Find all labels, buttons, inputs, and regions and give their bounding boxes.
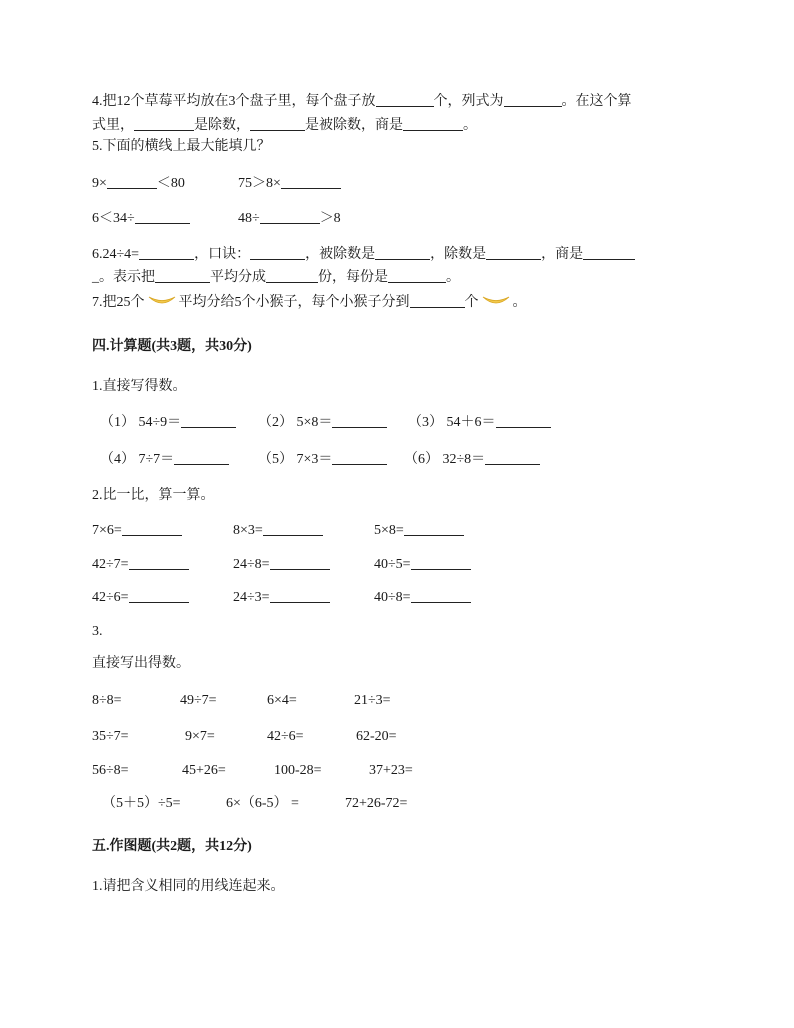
c3-item: 62-20= [356,729,397,744]
section-5-title: 五.作图题(共2题，共12分) [92,839,252,854]
q5-blank-4[interactable] [260,209,320,224]
c3-item: 21÷3= [354,693,391,708]
c3-item: 100-28= [274,763,322,778]
q6-blank-7[interactable] [266,268,318,283]
c1-item-4-text: （4） 7÷7＝ [100,452,175,467]
q5-row2-b [238,209,341,229]
c2-blank[interactable] [129,588,189,603]
c2-cell [233,521,323,541]
q7-line [92,293,527,313]
q6-blank-4[interactable] [486,245,541,260]
c2-blank[interactable] [270,588,330,603]
c1-item-1 [100,413,236,433]
c2-text: 42÷6= [92,590,129,605]
c2-cell [92,555,189,575]
banana-icon [147,293,177,309]
banana-icon [481,293,511,309]
q4-text-c: 。在这个算 [561,94,632,109]
q5-r1b-pre: 75＞8× [238,176,281,191]
q5-r2a-pre: 6＜34÷ [92,211,135,226]
q5-title: 5.下面的横线上最大能填几？ [92,139,271,154]
q6-text-h: 份，每份是 [318,270,388,285]
q6-text-f: _。表示把 [92,270,155,285]
c2-cell [374,555,471,575]
c1-item-5 [258,450,387,470]
q5-r2b-pre: 48÷ [238,211,260,226]
c1-item-3 [408,413,551,433]
c1-blank-2[interactable] [332,413,387,428]
c3-item: 37+23= [369,763,413,778]
c3-item: 6×4= [267,693,297,708]
q6-blank-3[interactable] [375,245,430,260]
q5-blank-1[interactable] [107,174,157,189]
c1-title: 1.直接写得数。 [92,379,187,394]
c1-item-2 [258,413,387,433]
q4-text-b: 个，列式为 [433,94,504,109]
q4-text-g: 。 [463,118,477,133]
c1-item-1-text: （1） 54÷9＝ [100,415,182,430]
c2-text: 5×8= [374,523,404,538]
q6-text-a: 6.24÷4= [92,247,140,262]
q6-text-c: ，被除数是 [305,247,376,262]
q7-text-b: 平均分给5个小猴子，每个小猴子分到 [178,295,410,310]
c2-blank[interactable] [270,555,330,570]
c2-text: 42÷7= [92,557,129,572]
c3-item: 56÷8= [92,763,129,778]
q4-blank-2[interactable] [504,92,562,107]
q5-r1a-post: ＜80 [156,176,185,191]
q4-blank-1[interactable] [376,92,434,107]
q4-line1 [92,92,632,112]
c2-text: 7×6= [92,523,122,538]
c3-item: 49÷7= [180,693,217,708]
c2-blank[interactable] [122,521,182,536]
q4-blank-4[interactable] [250,116,305,131]
c3-item: 42÷6= [267,729,304,744]
c2-cell [233,588,330,608]
c2-text: 40÷5= [374,557,411,572]
c2-title: 2.比一比，算一算。 [92,488,215,503]
section-4-title: 四.计算题(共3题，共30分) [92,339,252,354]
c2-text: 40÷8= [374,590,411,605]
c3-item: 72+26-72= [345,796,408,811]
q6-blank-2[interactable] [250,245,305,260]
q6-blank-1[interactable] [139,245,194,260]
q5-row2-a [92,209,190,229]
q7-text-a: 7.把25个 [92,295,145,310]
d1-title: 1.请把含义相同的用线连起来。 [92,879,285,894]
q6-blank-8[interactable] [388,268,446,283]
q5-row1-b [238,174,341,194]
q6-line1 [92,245,635,265]
q4-blank-3[interactable] [134,116,194,131]
c1-item-6-text: （6） 32÷8＝ [404,452,486,467]
q6-blank-6[interactable] [155,268,210,283]
q6-blank-5[interactable] [583,245,635,260]
c1-blank-6[interactable] [485,450,540,465]
c1-blank-3[interactable] [496,413,551,428]
q6-text-g: 平均分成 [210,270,266,285]
c2-cell [374,588,471,608]
q6-text-b: ，口诀： [194,247,251,262]
c2-cell [92,521,182,541]
c1-item-5-text: （5） 7×3＝ [258,452,333,467]
q5-blank-3[interactable] [135,209,190,224]
q6-text-d: ，除数是 [430,247,487,262]
q5-r1a-pre: 9× [92,176,107,191]
q4-line2 [92,116,477,136]
c1-blank-1[interactable] [181,413,236,428]
c2-cell [374,521,464,541]
q5-blank-2[interactable] [281,174,341,189]
q6-text-i: 。 [446,270,460,285]
c1-item-4 [100,450,229,470]
q5-row1-a [92,174,185,194]
q4-text-a: 4.把12个草莓平均放在3个盘子里，每个盘子放 [92,94,376,109]
c3-item: 6×（6-5） = [226,796,299,811]
c3-item: 8÷8= [92,693,122,708]
c2-blank[interactable] [404,521,464,536]
q5-r2b-post: ＞8 [319,211,341,226]
q4-text-d: 式里， [92,118,134,133]
c2-text: 24÷8= [233,557,270,572]
c1-blank-5[interactable] [332,450,387,465]
c2-blank[interactable] [263,521,323,536]
c2-text: 24÷3= [233,590,270,605]
c1-item-3-text: （3） 54＋6＝ [408,415,496,430]
c3-title: 直接写出得数。 [92,656,190,671]
c2-text: 8×3= [233,523,263,538]
c2-blank[interactable] [129,555,189,570]
c1-item-2-text: （2） 5×8＝ [258,415,333,430]
c3-item: （5＋5）÷5= [102,796,181,811]
q4-text-e: 是除数， [194,118,250,133]
q6-line2 [92,268,460,288]
c3-number: 3. [92,624,103,639]
c3-item: 45+26= [182,763,226,778]
c2-cell [233,555,330,575]
c1-blank-4[interactable] [174,450,229,465]
q4-text-f: 是被除数，商是 [305,118,403,133]
c3-item: 35÷7= [92,729,129,744]
q7-blank-1[interactable] [410,293,465,308]
q4-blank-5[interactable] [403,116,463,131]
q7-text-d: 。 [512,295,527,310]
c2-blank[interactable] [411,555,471,570]
q6-text-e: ，商是 [541,247,584,262]
c1-item-6 [404,450,540,470]
c2-cell [92,588,189,608]
c2-blank[interactable] [411,588,471,603]
c3-item: 9×7= [185,729,215,744]
q7-text-c: 个 [464,295,479,310]
